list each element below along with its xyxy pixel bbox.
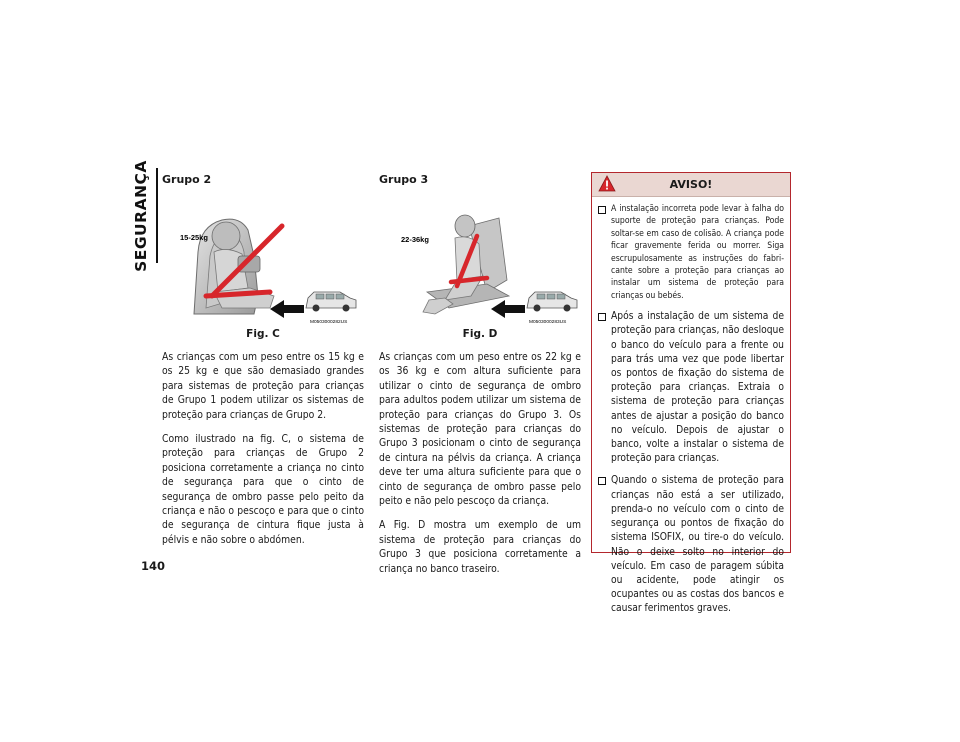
figure-d [379,196,581,324]
figure-caption: Fig. C [246,328,280,340]
weight-label: 22-36kg [401,235,429,244]
group2-heading: Grupo 2 [162,173,212,186]
checkbox-bullet-icon [598,206,606,214]
car-icon [306,292,356,312]
warning-item [598,474,784,616]
section-title: SEGURANÇA [132,159,150,272]
paragraph: As crianças com um peso entre os 22 kg e os 36 kg e com altura suficiente para utilizar o cinto de segurança de ombro para adultos podem utilizar um sistema de proteção para crianças do Grupo 3. Os sistemas de proteção para crianças do Grupo 3 posicionam o cinto de segurança de cintura na pélvis da criança. A criança deve ter uma altura suficiente para que o cinto de segurança de ombro passe pelo peito e não pelo pescoço da criança. [379,351,581,508]
car-icon [527,292,577,312]
warning-text: Quando o sistema de proteção para crianças não está a ser utilizado, prenda-o no veículo com o cinto de segurança ou pontos de fixação do sistema ISOFIX, ou tire-o do veículo. Não o deixe solto no interior do veículo. Em caso de paragem súbita ou acidente, pode atingir os ocupantes ou as costas dos bancos e causar ferimentos graves. [611,475,784,615]
paragraph: Como ilustrado na fig. C, o sistema de proteção para crianças de Grupo 2 posiciona corretamente a criança no cinto de segurança para que o cinto de segurança de ombro passe pelo peito da criança e não o pescoço e para que o cinto de segurança de cintura fique justa à pélvis e não sobre o abdómen. [162,433,364,546]
checkbox-bullet-icon [598,477,606,485]
page-number: 140 [141,559,166,573]
warning-list [592,197,790,617]
figure-c [162,196,364,324]
group2-column [162,173,364,557]
warning-item [598,310,784,466]
warning-header [592,173,790,197]
booster-seat-illustration [162,196,364,324]
warning-title: AVISO! [669,178,713,191]
warning-text: Após a instalação de um sistema de proteção para crianças, não desloque o banco do veículo para a frente ou para trás uma vez que pode libertar os pontos de fixação do sistema de proteção para crianças. Extraia o sistema de proteção para crianças antes de ajustar a posição do banco no veículo. Depois de ajustar o banco, volte a instalar o sistema de proteção para crianças. [611,311,784,465]
group3-column [379,173,581,586]
checkbox-bullet-icon [598,313,606,321]
warning-text: A instalação incorreta pode levar à falha do suporte de proteção para crianças. Pode soltar-se em caso de colisão. A criança pode ficar gravemente ferida ou morrer. Siga escrupulosamente as instruções do fabricante sobre a proteção para crianças ao instalar um sistema de proteção para crianças ou bebés. [611,204,784,301]
figure-code: M0503000282US [310,320,348,324]
figure-caption: Fig. D [462,328,498,340]
section-tab [128,159,154,272]
warning-box [591,172,791,615]
warning-item [598,203,784,302]
section-divider [156,168,158,263]
paragraph: As crianças com um peso entre os 15 kg e os 25 kg e que são demasiado grandes para sistemas de proteção para crianças de Grupo 1 podem utilizar os sistemas de proteção para crianças de Grupo 2. [162,351,364,421]
weight-label: 15-25kg [180,233,208,242]
paragraph: A Fig. D mostra um exemplo de um sistema de proteção para crianças do Grupo 3 que posiciona corretamente a criança no banco traseiro. [379,519,581,575]
figure-code: M0503000283US [529,320,567,324]
group3-heading: Grupo 3 [379,173,429,186]
warning-triangle-icon [598,175,616,192]
child-in-seat-illustration [379,196,581,324]
